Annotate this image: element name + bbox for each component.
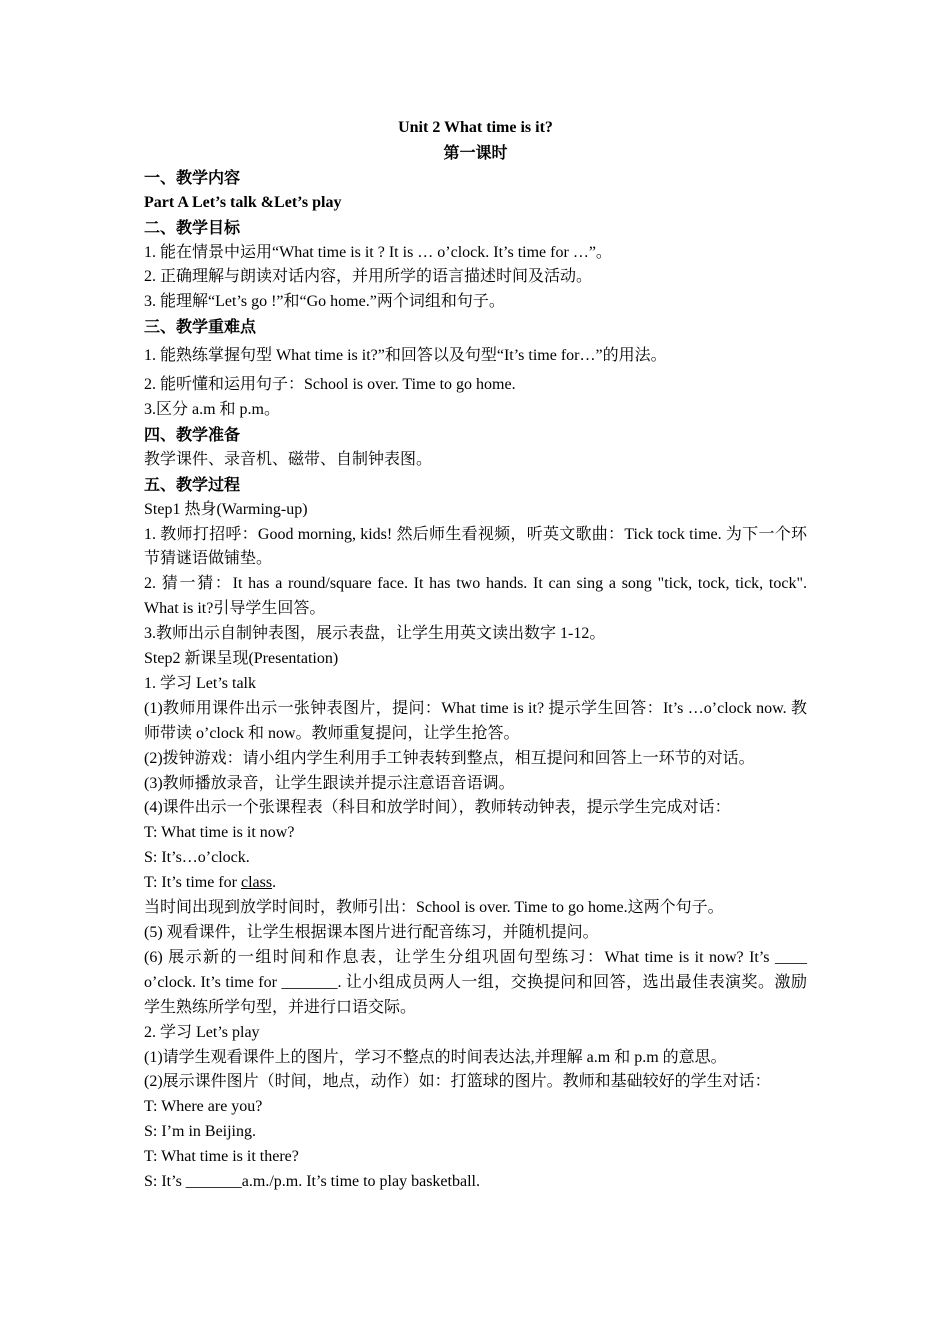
play-item: (2)展示课件图片（时间，地点，动作）如：打篮球的图片。教师和基础较好的学生对话：	[144, 1073, 771, 1091]
lesson-label: 第一课时	[443, 142, 508, 162]
presentation-item: 当时间出现到放学时间时，教师引出：School is over. Time to go home.这两个句子。	[144, 899, 724, 917]
presentation-item: (2)拨钟游戏：请小组内学生利用手工钟表转到整点，相互提问和回答上一环节的对话。	[144, 749, 755, 767]
presentation-item: (1)教师用课件出示一张钟表图片，提问：What time is it? 提示学生回答：It’s …o’clock now. 教师带读 o’clock 和 now。教师重复提问，让学生抢答。	[144, 699, 807, 742]
dialogue-line: T: Where are you?	[144, 1098, 263, 1116]
presentation-item: (4)课件出示一个张课程表（科目和放学时间），教师转动钟表，提示学生完成对话：	[144, 799, 731, 817]
presentation-item: (5) 观看课件，让学生根据课本图片进行配音练习，并随机提问。	[144, 924, 599, 941]
dialogue-line: S: It’s _______a.m./p.m. It’s time to play basketball.	[144, 1173, 480, 1191]
dialogue-line: S: It’s…o’clock.	[144, 849, 250, 867]
step-2-heading: Step2 新课呈现(Presentation)	[144, 650, 339, 668]
section-4-heading: 四、教学准备	[144, 424, 241, 444]
dialogue-line: T: What time is it now?	[144, 824, 295, 842]
dialogue-line: T: What time is it there?	[144, 1148, 299, 1166]
talk-heading: 1. 学习 Let’s talk	[144, 674, 256, 692]
dialogue-suffix: .	[272, 874, 277, 892]
key-point-item: 2. 能听懂和运用句子：School is over. Time to go home.	[144, 376, 516, 394]
key-point-item: 3.区分 a.m 和 p.m。	[144, 400, 280, 418]
key-point-item: 1. 能熟练掌握句型 What time is it?”和回答以及句型“It’s time for…”的用法。	[144, 347, 667, 365]
unit-title: Unit 2 What time is it?	[398, 119, 553, 136]
dialogue-line: S: I’m in Beijing.	[144, 1123, 256, 1141]
warmup-item: 3.教师出示自制钟表图，展示表盘，让学生用英文读出数字 1-12。	[144, 625, 606, 643]
step-1-heading: Step1 热身(Warming-up)	[144, 500, 308, 518]
section-2-heading: 二、教学目标	[144, 217, 241, 237]
play-item: (1)请学生观看课件上的图片，学习不整点的时间表达法,并理解 a.m 和 p.m 的意思。	[144, 1048, 727, 1066]
section-1-text: Part A Let’s talk &Let’s play	[144, 193, 342, 211]
objective-item: 1. 能在情景中运用“What time is it ? It is … o’clock. It’s time for …”。	[144, 243, 612, 261]
objective-item: 3. 能理解“Let’s go !”和“Go home.”两个词组和句子。	[144, 293, 505, 311]
dialogue-prefix: T: It’s time for	[144, 874, 241, 892]
warmup-item: 1. 教师打招呼：Good morning, kids! 然后师生看视频，听英文歌曲：Tick tock time. 为下一个环节猜谜语做铺垫。	[144, 525, 807, 568]
section-4-text: 教学课件、录音机、磁带、自制钟表图。	[144, 450, 433, 468]
presentation-item: (6) 展示新的一组时间和作息表，让学生分组巩固句型练习：What time is it now? It’s ____ o’clock. It’s time for _______. 让小组成员两人一组，交换提问和回答，选出最佳表演奖。激励学生熟练所学句型，并进行口语交际。	[144, 948, 807, 1016]
play-heading: 2. 学习 Let’s play	[144, 1023, 260, 1041]
section-5-heading: 五、教学过程	[144, 474, 241, 494]
underlined-word: class	[240, 874, 273, 892]
dialogue-line	[144, 871, 807, 896]
section-1-heading: 一、教学内容	[144, 167, 241, 187]
objective-item: 2. 正确理解与朗读对话内容，并用所学的语言描述时间及活动。	[144, 268, 593, 286]
section-3-heading: 三、教学重难点	[144, 317, 257, 337]
presentation-item: (3)教师播放录音，让学生跟读并提示注意语音语调。	[144, 774, 515, 792]
lesson-plan-page	[144, 116, 807, 1195]
warmup-item: 2. 猜一猜：It has a round/square face. It has two hands. It can sing a song "tick, tock, tick, tock". What is it?引导学生回答。	[144, 575, 807, 618]
